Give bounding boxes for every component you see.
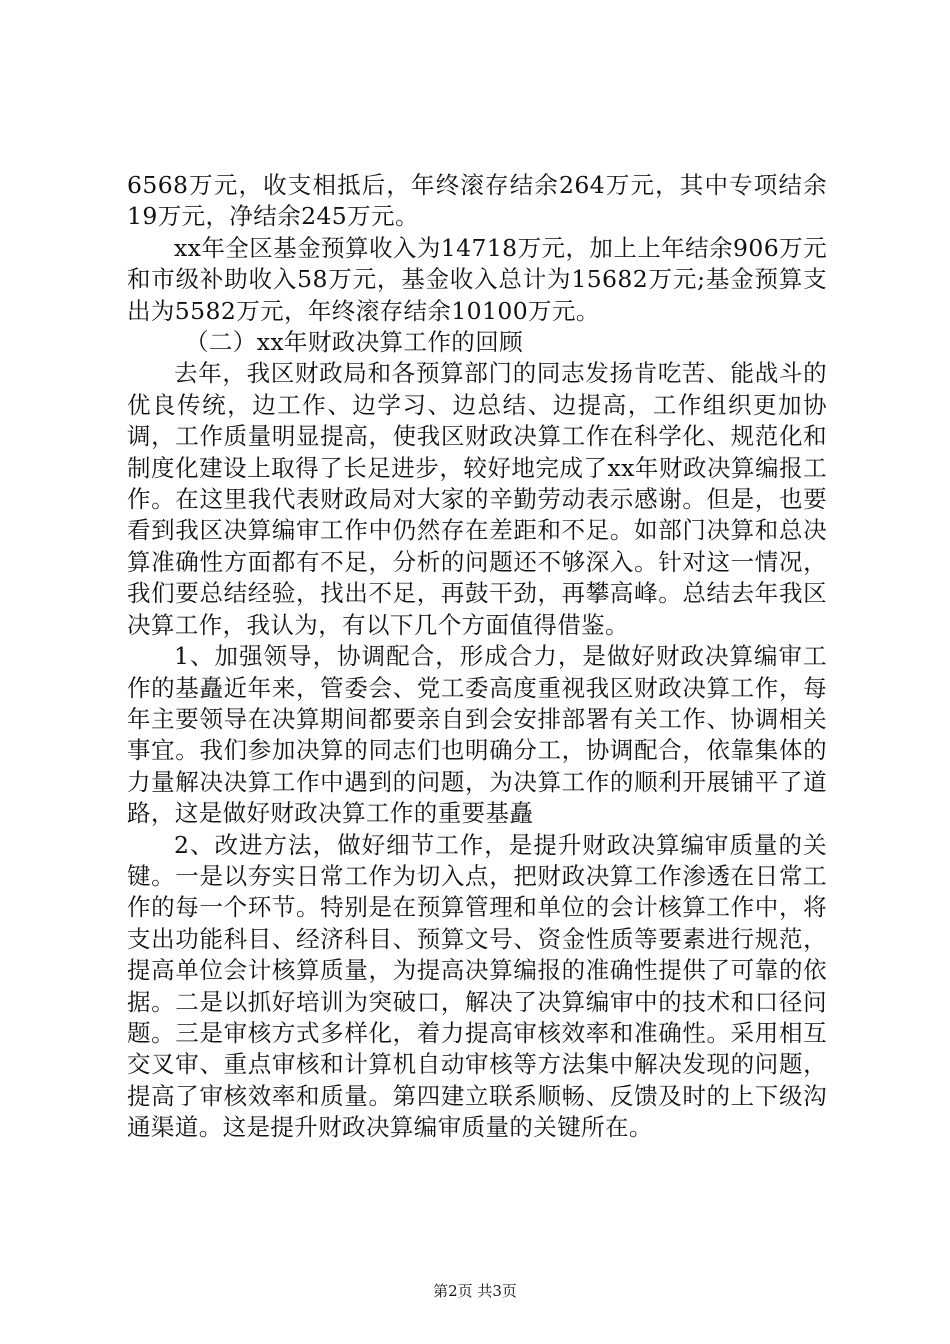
paragraph-point-2: 2、改进方法，做好细节工作，是提升财政决算编审质量的关键。一是以夯实日常工作为切入点，把财政决算工作渗透在日常工作的每一个环节。特别是在预算管理和单位的会计核算工作中，将支出功能科目、经济科目、预算文号、资金性质等要素进行规范，提高单位会计核算质量，为提高决算编报的准确性提供了可靠的依据。二是以抓好培训为突破口，解决了决算编审中的技术和口径问题。三是审核方式多样化，着力提高审核效率和准确性。采用相互交叉审、重点审核和计算机自动审核等方法集中解决发现的问题，提高了审核效率和质量。第四建立联系顺畅、反馈及时的上下级沟通渠道。这是提升财政决算编审质量的关键所在。	[127, 830, 827, 1142]
paragraph-review: 去年，我区财政局和各预算部门的同志发扬肯吃苦、能战斗的优良传统，边工作、边学习、边总结、边提高，工作组织更加协调，工作质量明显提高，使我区财政决算工作在科学化、规范化和制度化建设上取得了长足进步，较好地完成了xx年财政决算编报工作。在这里我代表财政局对大家的辛勤劳动表示感谢。但是，也要看到我区决算编审工作中仍然存在差距和不足。如部门决算和总决算准确性方面都有不足，分析的问题还不够深入。针对这一情况，我们要总结经验，找出不足，再鼓干劲，再攀高峰。总结去年我区决算工作，我认为，有以下几个方面值得借鉴。	[127, 359, 827, 639]
document-body	[127, 170, 827, 1144]
section-heading: （二）xx年财政决算工作的回顾	[185, 328, 524, 357]
paragraph-continuation: 6568万元，收支相抵后，年终滚存结余264万元，其中专项结余19万元，净结余245万元。	[127, 171, 827, 231]
paragraph-fund-budget: xx年全区基金预算收入为14718万元，加上上年结余906万元和市级补助收入58万元，基金收入总计为15682万元;基金预算支出为5582万元，年终滚存结余10100万元。	[127, 233, 827, 325]
paragraph-point-1: 1、加强领导，协调配合，形成合力，是做好财政决算编审工作的基矗近年来，管委会、党工委高度重视我区财政决算工作，每年主要领导在决算期间都要亲自到会安排部署有关工作、协调相关事宜。我们参加决算的同志们也明确分工，协调配合，依靠集体的力量解决决算工作中遇到的问题，为决算工作的顺利开展铺平了道路，这是做好财政决算工作的重要基矗	[127, 642, 827, 828]
page-number-footer: 第2页 共3页	[433, 1282, 517, 1300]
